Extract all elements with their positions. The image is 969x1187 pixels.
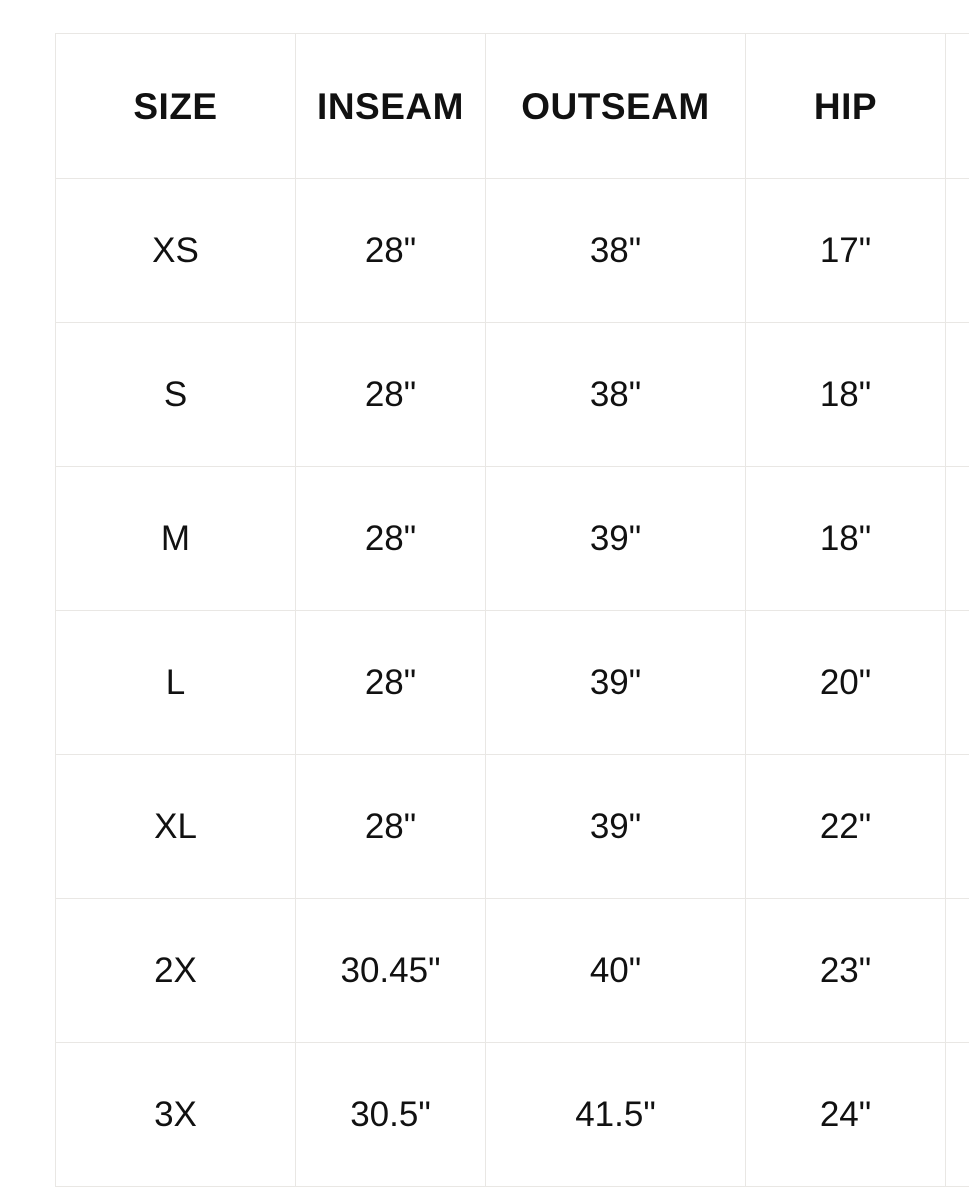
cell-inseam-text: 28" — [296, 233, 485, 268]
cell-outseam — [486, 323, 746, 467]
size-chart-container — [55, 33, 969, 1179]
cell-size — [56, 755, 296, 899]
cell-hip — [746, 467, 946, 611]
cell-hip-text: 22" — [746, 809, 945, 844]
table-row — [56, 755, 969, 899]
column-header-extra — [946, 34, 969, 179]
cell-outseam-text: 41.5" — [486, 1097, 745, 1132]
cell-hip-text: 18" — [746, 521, 945, 556]
cell-extra — [946, 611, 969, 755]
table-body — [56, 179, 969, 1187]
cell-inseam-text: 28" — [296, 377, 485, 412]
cell-extra — [946, 755, 969, 899]
size-chart-table — [55, 33, 969, 1187]
cell-outseam-text: 39" — [486, 665, 745, 700]
table-row — [56, 1043, 969, 1187]
cell-hip — [746, 611, 946, 755]
cell-outseam-text: 40" — [486, 953, 745, 988]
table-row — [56, 323, 969, 467]
cell-extra — [946, 899, 969, 1043]
column-header-inseam — [296, 34, 486, 179]
column-header-size-label: SIZE — [56, 88, 295, 125]
cell-inseam — [296, 467, 486, 611]
cell-extra — [946, 467, 969, 611]
cell-inseam-text: 30.5" — [296, 1097, 485, 1132]
cell-hip-text: 17" — [746, 233, 945, 268]
table-header — [56, 34, 969, 179]
cell-size — [56, 899, 296, 1043]
cell-hip-text: 23" — [746, 953, 945, 988]
cell-inseam-text: 30.45" — [296, 953, 485, 988]
cell-inseam-text: 28" — [296, 809, 485, 844]
cell-extra — [946, 1043, 969, 1187]
cell-size-text: 3X — [56, 1097, 295, 1132]
cell-outseam-text: 38" — [486, 377, 745, 412]
column-header-outseam — [486, 34, 746, 179]
cell-size — [56, 611, 296, 755]
cell-outseam-text: 38" — [486, 233, 745, 268]
cell-inseam-text: 28" — [296, 521, 485, 556]
table-row — [56, 611, 969, 755]
cell-hip-text: 20" — [746, 665, 945, 700]
cell-hip — [746, 323, 946, 467]
cell-outseam — [486, 755, 746, 899]
cell-size-text: 2X — [56, 953, 295, 988]
cell-outseam — [486, 899, 746, 1043]
cell-size-text: XS — [56, 233, 295, 268]
cell-inseam — [296, 179, 486, 323]
column-header-inseam-label: INSEAM — [296, 88, 485, 125]
table-row — [56, 179, 969, 323]
cell-hip — [746, 179, 946, 323]
cell-inseam-text: 28" — [296, 665, 485, 700]
cell-size — [56, 467, 296, 611]
cell-inseam — [296, 899, 486, 1043]
table-header-row — [56, 34, 969, 179]
column-header-hip — [746, 34, 946, 179]
cell-size — [56, 179, 296, 323]
cell-hip — [746, 755, 946, 899]
cell-size-text: S — [56, 377, 295, 412]
cell-size — [56, 1043, 296, 1187]
column-header-hip-label: HIP — [746, 88, 945, 125]
cell-inseam — [296, 611, 486, 755]
cell-outseam — [486, 467, 746, 611]
cell-inseam — [296, 755, 486, 899]
cell-size-text: XL — [56, 809, 295, 844]
cell-outseam-text: 39" — [486, 809, 745, 844]
cell-hip-text: 24" — [746, 1097, 945, 1132]
cell-hip — [746, 899, 946, 1043]
cell-size — [56, 323, 296, 467]
cell-size-text: L — [56, 665, 295, 700]
cell-outseam — [486, 1043, 746, 1187]
table-row — [56, 899, 969, 1043]
cell-hip — [746, 1043, 946, 1187]
table-row — [56, 467, 969, 611]
cell-extra — [946, 179, 969, 323]
cell-outseam — [486, 179, 746, 323]
cell-hip-text: 18" — [746, 377, 945, 412]
column-header-size — [56, 34, 296, 179]
cell-extra — [946, 323, 969, 467]
column-header-outseam-label: OUTSEAM — [486, 88, 745, 125]
cell-inseam — [296, 1043, 486, 1187]
cell-size-text: M — [56, 521, 295, 556]
cell-outseam — [486, 611, 746, 755]
cell-inseam — [296, 323, 486, 467]
cell-outseam-text: 39" — [486, 521, 745, 556]
